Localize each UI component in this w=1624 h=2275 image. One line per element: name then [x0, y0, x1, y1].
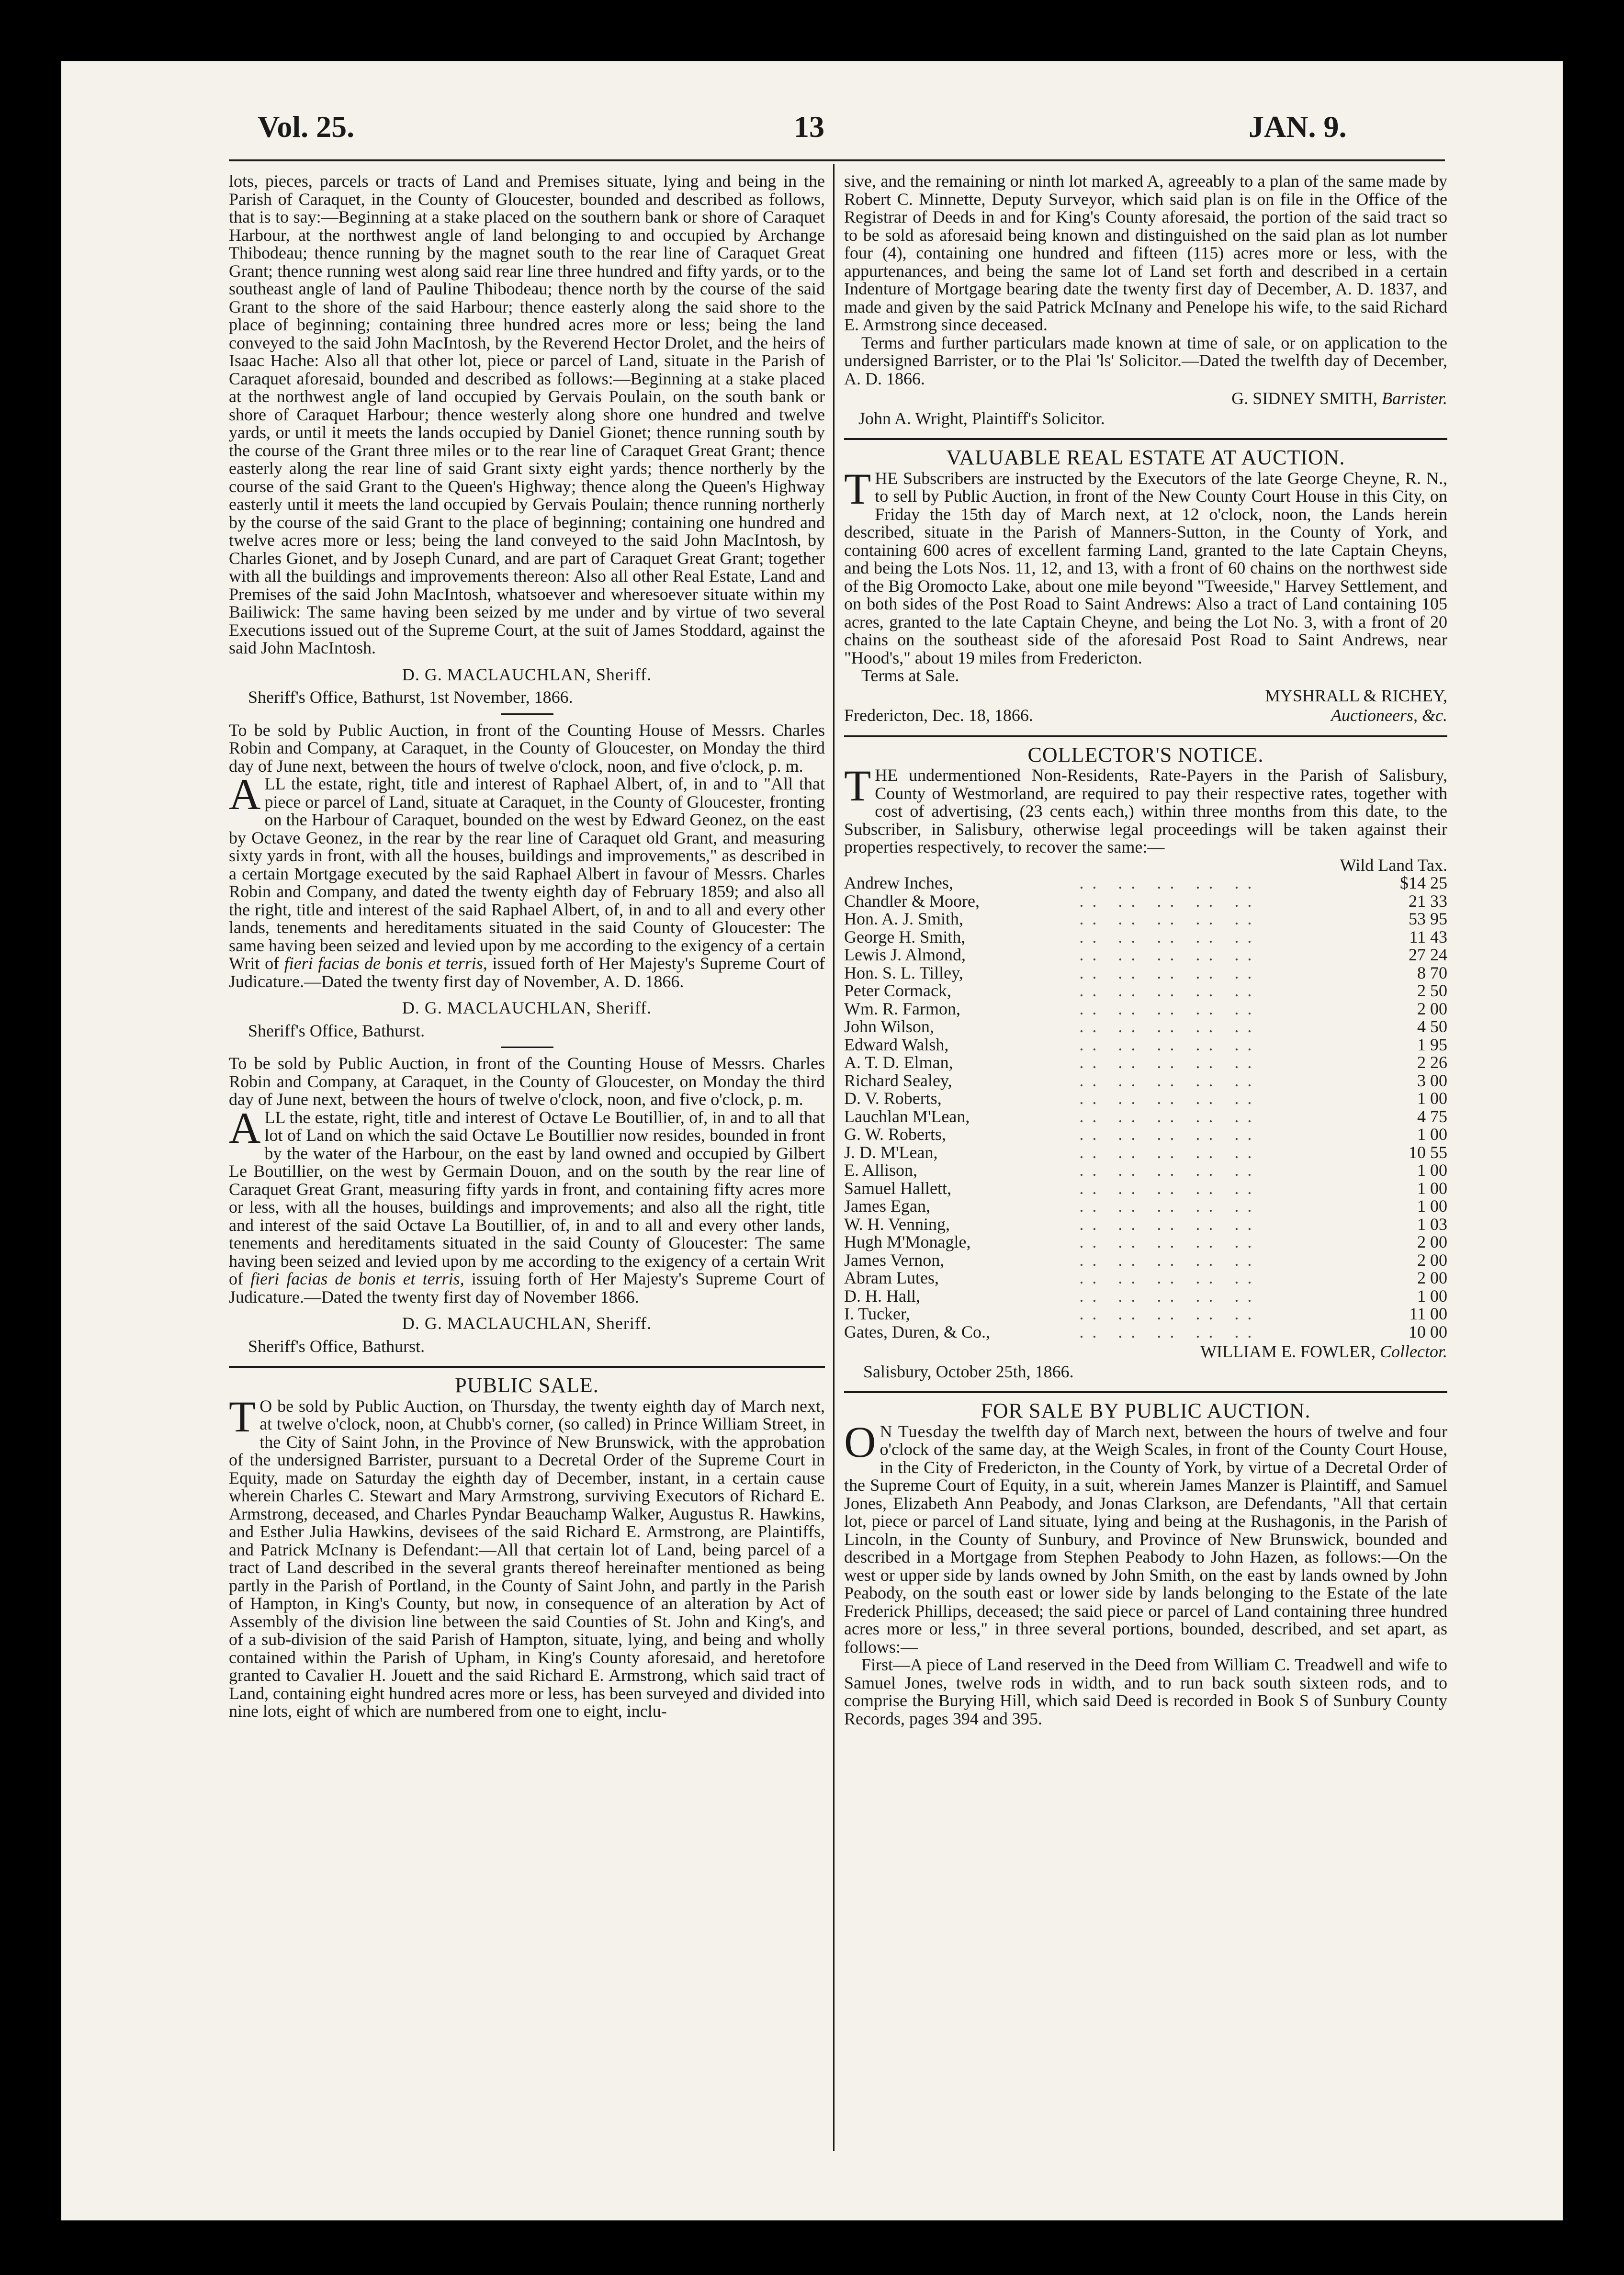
taxpayer-name: I. Tucker,	[844, 1304, 910, 1323]
tax-amount: 53 95	[1409, 909, 1447, 928]
table-row	[844, 1161, 1447, 1180]
leader-dots: .. .. .. .. ..	[1079, 999, 1261, 1018]
tax-amount: 1 00	[1417, 1160, 1447, 1180]
leader-dots: .. .. .. .. ..	[1079, 963, 1261, 982]
collector-title: COLLECTOR'S NOTICE.	[1027, 743, 1264, 766]
leader-dots: .. .. .. .. ..	[1079, 1250, 1261, 1270]
taxpayer-name: Hon. A. J. Smith,	[844, 909, 964, 928]
table-row	[844, 1072, 1447, 1090]
tax-amount: 1 00	[1417, 1089, 1447, 1108]
taxpayer-name: Peter Cormack,	[844, 981, 951, 1000]
drop-cap: T	[844, 464, 871, 513]
tax-amount: 2 00	[1417, 1268, 1447, 1287]
separator	[501, 713, 553, 715]
leader-dots: .. .. .. .. ..	[1079, 1053, 1261, 1072]
tax-amount: 1 00	[1417, 1286, 1447, 1306]
collector-text: THE undermentioned Non-Residents, Rate-Payers in the Parish of Salisbury, County of Westmorland, are required to pay their respective rates, together with cost of advertising, (23 cents each,) within three months from this date, to the Subscriber, in Salisbury, otherwise legal proceedings will be taken against their properties respectively, to recover the same:—	[844, 761, 1447, 856]
volume-label: Vol. 25.	[258, 110, 355, 144]
leader-dots: .. .. .. .. ..	[1079, 1142, 1261, 1162]
separator	[501, 1047, 553, 1048]
taxpayer-name: Abram Lutes,	[844, 1268, 939, 1287]
valuable-terms: Terms at Sale.	[861, 666, 959, 685]
leader-dots: .. .. .. .. ..	[1079, 927, 1261, 946]
leader-dots: .. .. .. .. ..	[1079, 1304, 1261, 1323]
leader-dots: .. .. .. .. ..	[1079, 1089, 1261, 1108]
table-row	[844, 1090, 1447, 1108]
for-sale-first: First—A piece of Land reserved in the Deed from William C. Treadwell and wife to Samuel Jones, twelve rods in width, and to run back south sixteen rods, and to comprise the Burying Hill, which said Deed is recorded in Book S of Sunbury County Records, pages 394 and 395.	[844, 1655, 1447, 1728]
separator	[844, 1391, 1447, 1393]
table-row	[844, 874, 1447, 892]
tax-amount: 1 00	[1417, 1178, 1447, 1198]
drop-cap: A	[229, 1103, 261, 1152]
separator	[229, 1366, 825, 1368]
taxpayer-name: Lauchlan M'Lean,	[844, 1106, 970, 1126]
table-row	[844, 1305, 1447, 1323]
tax-amount: 4 75	[1417, 1106, 1447, 1126]
tax-amount: 2 00	[1417, 1250, 1447, 1270]
taxpayer-name: G. W. Roberts,	[844, 1125, 947, 1144]
table-row	[844, 1036, 1447, 1054]
column-divider	[833, 164, 835, 2151]
leader-dots: .. .. .. .. ..	[1079, 1106, 1261, 1126]
leader-dots: .. .. .. .. ..	[1079, 873, 1261, 892]
taxpayer-name: D. V. Roberts,	[844, 1089, 942, 1108]
table-row	[844, 1018, 1447, 1036]
taxpayer-name: Hon. S. L. Tilley,	[844, 963, 963, 982]
sheriff-notice-2-body: ALL the estate, right, title and interest of Raphael Albert, of, in and to "All that piece or parcel of Land, situate at Caraquet, in the County of Gloucester, fronting on the Harbour of Caraquet, bounded on the west by Edward Geonez, on the east by Octave Geonez, in the rear by the rear line of Caraquet old Grant, and measuring sixty yards in front, with all the houses, buildings and improvements," as described in a certain Mortgage executed by the said Raphael Albert in favour of Messrs. Charles Robin and Company, and dated the twenty eighth day of February 1859; and also all the right, title and interest of the said Raphael Albert, of, in and to all and every other lands, tenements and hereditaments situated in the said County of Gloucester: The same having been seized and levied upon by me according to the exigency of a certain Writ of fieri facias de bonis et terris, issued forth of Her Majesty's Supreme Court of Judicature.—Dated the twenty first day of November, A. D. 1866.	[229, 770, 825, 991]
leader-dots: .. .. .. .. ..	[1079, 891, 1261, 911]
newspaper-page	[61, 61, 1563, 2220]
table-row	[844, 964, 1447, 982]
taxpayer-name: E. Allison,	[844, 1160, 918, 1180]
taxpayer-name: Samuel Hallett,	[844, 1178, 951, 1198]
collector-signature: WILLIAM E. FOWLER, Collector.	[1200, 1342, 1447, 1361]
leader-dots: .. .. .. .. ..	[1079, 1017, 1261, 1036]
leader-dots: .. .. .. .. ..	[1079, 1232, 1261, 1251]
sheriff-notice-2-signature: D. G. MACLAUCHLAN, Sheriff.	[402, 998, 652, 1017]
sheriff-notice-3-body: ALL the estate, right, title and interest of Octave Le Boutillier, of, in and to all that lot of Land on which the said Octave Le Boutillier now resides, bounded in front by the water of the Harbour, on the east by land owned and occupied by Gilbert Le Boutillier, on the west by Germain Douon, and on the south by the rear line of Caraquet Great Grant, measuring fifty yards in front, and containing fifty acres more or less, with all the houses, buildings and improvements; and also all the right, title and interest of the said Octave La Boutillier, of, in and to all and every other lands, tenements and hereditaments situated in the said County of Gloucester: The same having been seized and levied upon by me according to the exigency of a certain Writ of fieri facias de bonis et terris, issuing forth of Her Majesty's Supreme Court of Judicature.—Dated the twenty first day of November 1866.	[229, 1103, 825, 1306]
table-row	[844, 910, 1447, 928]
tax-amount: 1 03	[1417, 1214, 1447, 1234]
sheriff-notice-3-office: Sheriff's Office, Bathurst.	[248, 1336, 425, 1356]
public-sale-signature: G. SIDNEY SMITH, Barrister.	[1231, 389, 1447, 408]
page-number: 13	[794, 110, 824, 144]
leader-dots: .. .. .. .. ..	[1079, 1160, 1261, 1180]
taxpayer-name: Wm. R. Farmon,	[844, 999, 960, 1018]
tax-amount: 1 00	[1417, 1196, 1447, 1216]
tax-amount: 27 24	[1409, 945, 1447, 964]
tax-table	[844, 874, 1447, 1341]
leader-dots: .. .. .. .. ..	[1079, 1286, 1261, 1306]
table-row	[844, 1251, 1447, 1270]
table-row	[844, 1108, 1447, 1126]
public-sale-solicitor: John A. Wright, Plaintiff's Solicitor.	[858, 408, 1105, 428]
tax-amount: 10 55	[1409, 1142, 1447, 1162]
taxpayer-name: Richard Sealey,	[844, 1070, 952, 1090]
valuable-place-date: Fredericton, Dec. 18, 1866.	[844, 706, 1033, 725]
sheriff-notice-1-office: Sheriff's Office, Bathurst, 1st November, 1866.	[248, 687, 573, 707]
tax-amount: $14 25	[1400, 873, 1447, 892]
public-sale-continued: sive, and the remaining or ninth lot marked A, agreeably to a plan of the same made by Robert C. Minnette, Deputy Surveyor, which said plan is on file in the Office of the Registrar of Deeds in and for King's County aforesaid, the portion of the said tract so to be sold as aforesaid being known and distinguished on the said plan as lot number four (4), containing one hundred and fifteen (115) acres more or less, with the appurtenances, and being the same lot of Land set forth and described in a certain Indenture of Mortgage bearing date the twenty first day of December, A. D. 1837, and made and given by the said Patrick McInany and Penelope his wife, to the said Richard E. Armstrong since deceased.	[844, 171, 1447, 334]
leader-dots: .. .. .. .. ..	[1079, 1268, 1261, 1287]
table-row	[844, 1197, 1447, 1216]
sheriff-notice-3-intro: To be sold by Public Auction, in front of the Counting House of Messrs. Charles Robin and Company, at Caraquet, in the County of Gloucester, on Monday the third day of June next, between the hours of twelve o'clock, noon, and five o'clock, p. m.	[229, 1054, 825, 1109]
tax-amount: 1 95	[1417, 1035, 1447, 1054]
public-sale-title: PUBLIC SALE.	[455, 1374, 599, 1397]
tax-amount: 2 00	[1417, 1232, 1447, 1251]
tax-amount: 4 50	[1417, 1017, 1447, 1036]
table-row	[844, 982, 1447, 1000]
taxpayer-name: Andrew Inches,	[844, 873, 953, 892]
tax-amount: 21 33	[1409, 891, 1447, 911]
table-row	[844, 1126, 1447, 1144]
tax-amount: 2 50	[1417, 981, 1447, 1000]
leader-dots: .. .. .. .. ..	[1079, 1035, 1261, 1054]
taxpayer-name: Chandler & Moore,	[844, 891, 980, 911]
taxpayer-name: Hugh M'Monagle,	[844, 1232, 971, 1251]
taxpayer-name: George H. Smith,	[844, 927, 966, 946]
table-row	[844, 946, 1447, 964]
valuable-signature: MYSHRALL & RICHEY,	[1264, 686, 1447, 705]
leader-dots: .. .. .. .. ..	[1079, 1196, 1261, 1216]
valuable-footer	[844, 707, 1447, 725]
drop-cap: T	[844, 761, 871, 810]
table-row	[844, 1000, 1447, 1018]
tax-amount: 11 00	[1409, 1304, 1447, 1323]
tax-amount: 2 26	[1417, 1053, 1447, 1072]
separator	[844, 735, 1447, 737]
table-row	[844, 1180, 1447, 1198]
leader-dots: .. .. .. .. ..	[1079, 1214, 1261, 1234]
for-sale-text: O N Tuesday the twelfth day of March next, between the hours of twelve and four o'clock of the same day, at the Weigh Scales, in front of the County Court House, in the City of Fredericton, in the County of York, by virtue of a Decretal Order of the Supreme Court of Equity, in a suit, wherein James Manzer is Plaintiff, and Samuel Jones, Elizabeth Ann Peabody, and Jonas Clarkson, are Defendants, "All that certain lot, piece or parcel of Land situate, lying and being at the Rushagonis, in the Parish of Lincoln, in the County of Sunbury, and Province of New Brunswick, bounded and described in a Mortgage from Stephen Peabody to John Hazen, as follows:—On the west or upper side by lands owned by John Smith, on the east by lands owned by John Peabody, on the south east or lower side by lands belonging to the Estate of the late Frederick Phillips, deceased; the said piece or parcel of Land containing three hundred acres more or less," in three several portions, bounded, described, and set apart, as follows:—	[844, 1417, 1448, 1656]
leader-dots: .. .. .. .. ..	[1079, 1070, 1261, 1090]
table-row	[844, 1287, 1447, 1306]
public-sale-text: T O be sold by Public Auction, on Thursday, the twenty eighth day of March next, at twelve o'clock, noon, at Chubb's corner, (so called) in Prince William Street, in the City of Saint John, in the Province of New Brunswick, with the approbation of the undersigned Barrister, pursuant to a Decretal Order of the Supreme Court in Equity, made on Saturday the eighth day of December, instant, in a certain cause wherein Charles C. Stewart and Mary Armstrong, surviving Executors of Richard E. Armstrong, deceased, and Charles Pyndar Beauchamp Walker, Augustus R. Hawkins, and Esther Julia Hawkins, devisees of the said Richard E. Armstrong, are Plaintiffs, and Patrick McInany is Defendant:—All that certain lot of Land, being parcel of a tract of Land described in the several grants thereof hereinafter mentioned as being partly in the Parish of Portland, in the County of Saint John, and partly in the Parish of Hampton, in King's County, but now, in consequence of an alteration by Act of Assembly of the division line between the said Counties of St. John and King's, and of a sub-division of the said Parish of Hampton, situate, lying, and being and wholly contained within the Parish of Upham, in King's County aforesaid, and heretofore granted to Cavalier H. Jouett and the said Richard E. Armstrong, which said tract of Land, containing eight hundred acres more or less, has been surveyed and divided into nine lots, eight of which are numbered from one to eight, inclu-	[229, 1392, 825, 1721]
drop-cap: A	[229, 770, 261, 819]
tax-amount: 8 70	[1417, 963, 1447, 982]
table-row	[844, 1144, 1447, 1162]
taxpayer-name: Gates, Duren, & Co.,	[844, 1322, 990, 1341]
tax-amount: 10 00	[1409, 1322, 1447, 1341]
tax-amount: 1 00	[1417, 1125, 1447, 1144]
sheriff-notice-3-signature: D. G. MACLAUCHLAN, Sheriff.	[402, 1314, 652, 1333]
table-row	[844, 1054, 1447, 1072]
leader-dots: .. .. .. .. ..	[1079, 909, 1261, 928]
taxpayer-name: James Vernon,	[844, 1250, 945, 1270]
leader-dots: .. .. .. .. ..	[1079, 1178, 1261, 1198]
table-row	[844, 1323, 1447, 1341]
drop-cap: O	[844, 1417, 876, 1466]
taxpayer-name: J. D. M'Lean,	[844, 1142, 938, 1162]
tax-amount: 2 00	[1417, 999, 1447, 1018]
taxpayer-name: James Egan,	[844, 1196, 930, 1216]
separator	[844, 438, 1447, 440]
valuable-title: VALUABLE REAL ESTATE AT AUCTION.	[946, 446, 1345, 469]
sheriff-notice-2-office: Sheriff's Office, Bathurst.	[248, 1021, 425, 1040]
valuable-auctioneers: Auctioneers, &c.	[1331, 706, 1447, 725]
valuable-text: THE Subscribers are instructed by the Executors of the late George Cheyne, R. N., to sell by Public Auction, in front of the New County Court House in this City, on Friday the 15th day of March next, at 12 o'clock, noon, the Lands herein described, situate in the Parish of Manners-Sutton, in the County of York, and containing 600 acres of excellent farming Land, granted to the late Captain Cheyns, and being the Lots Nos. 11, 12, and 13, with a front of 60 chains on the northwest side of the Big Oromocto Lake, about one mile beyond "Tweeside," Harvey Settlement, and on both sides of the Post Road to Saint Andrews: Also a tract of Land containing 105 acres, granted to the late Captain Cheyne, and being the Lot No. 3, with a front of 20 chains on the southeast side of the aforesaid Post Road to Saint Andrews, near "Hood's," about 19 miles from Fredericton.	[844, 464, 1447, 667]
header-rule	[229, 159, 1445, 161]
leader-dots: .. .. .. .. ..	[1079, 945, 1261, 964]
taxpayer-name: W. H. Venning,	[844, 1214, 950, 1234]
taxpayer-name: Edward Walsh,	[844, 1035, 949, 1054]
drop-cap: T	[229, 1392, 256, 1441]
for-sale-title: FOR SALE BY PUBLIC AUCTION.	[981, 1399, 1311, 1422]
taxpayer-name: D. H. Hall,	[844, 1286, 920, 1306]
collector-place-date: Salisbury, October 25th, 1866.	[863, 1362, 1074, 1381]
tax-amount: 11 43	[1409, 927, 1447, 946]
table-row	[844, 1269, 1447, 1287]
table-row	[844, 1216, 1447, 1234]
sheriff-notice-1-text: lots, pieces, parcels or tracts of Land and Premises situate, lying and being in the Parish of Caraquet, in the County of Gloucester, bounded and described as follows, that is to say:—Beginning at a stake placed on the southern bank or shore of Caraquet Harbour, at the northwest angle of land belonging to and occupied by Archange Thibodeau; thence running by the magnet south to the rear line of Caraquet Great Grant; thence running west along said rear line three hundred and fifty yards, or to the southeast angle of land of Pauline Thibodeau; thence north by the course of the said Grant to the shore of the said Harbour; thence easterly along the said shore to the place of beginning; containing three hundred acres more or less; being the land conveyed to the said John MacIntosh, by the Reverend Hector Drolet, and the heirs of Isaac Hache: Also all that other lot, piece or parcel of Land, situate in the Parish of Caraquet aforesaid, bounded and described as follows:—Beginning at a stake placed at the northwest angle of land occupied by Gervais Poulain, on the south bank or shore of Caraquet Harbour; thence westerly along shore one hundred and twelve yards, or until it meets the lands occupied by Daniel Gionet; thence running south by the course of the Grant three miles or to the rear line of Caraquet Great Grant; thence easterly along the rear line of said Grant sixty eight yards; thence northerly by the course of the said Grant to the Queen's Highway; thence along the Queen's Highway easterly until it meets the land occupied by Gervais Poulain; thence running northerly by the course of the said Grant to the place of beginning; containing one hundred and twelve acres more or less; being the land conveyed to the said John MacIntosh, by Charles Gionet, and by Joseph Cunard, and are part of Caraquet Great Grant; together with all the buildings and improvements thereon: Also all other Real Estate, Land and Premises of the said John MacIntosh, whatsoever and wheresoever situate within my Bailiwick: The same having been seized by me under and by virtue of two several Executions issued out of the Supreme Court, at the suit of James Stoddard, against the said John MacIntosh.	[229, 171, 825, 657]
issue-date: JAN. 9.	[1249, 110, 1347, 144]
right-column	[844, 172, 1447, 1728]
table-row	[844, 1233, 1447, 1251]
table-row	[844, 892, 1447, 911]
leader-dots: .. .. .. .. ..	[1079, 1125, 1261, 1144]
tax-amount: 3 00	[1417, 1070, 1447, 1090]
sheriff-notice-1-signature: D. G. MACLAUCHLAN, Sheriff.	[402, 664, 652, 684]
left-column	[229, 172, 825, 1721]
table-row	[844, 928, 1447, 946]
tax-column-header: Wild Land Tax.	[1340, 855, 1447, 875]
leader-dots: .. .. .. .. ..	[1079, 981, 1261, 1000]
sheriff-notice-2-intro: To be sold by Public Auction, in front of the Counting House of Messrs. Charles Robin and Company, at Caraquet, in the County of Gloucester, on Monday the third day of June next, between the hours of twelve o'clock, noon, and five o'clock, p. m.	[229, 720, 825, 776]
taxpayer-name: John Wilson,	[844, 1017, 934, 1036]
taxpayer-name: A. T. D. Elman,	[844, 1053, 953, 1072]
taxpayer-name: Lewis J. Almond,	[844, 945, 966, 964]
leader-dots: .. .. .. .. ..	[1079, 1322, 1261, 1341]
public-sale-terms: Terms and further particulars made known at time of sale, or on application to the undersigned Barrister, or to the Plai 'ls' Solicitor.—Dated the twelfth day of December, A. D. 1866.	[844, 333, 1447, 388]
